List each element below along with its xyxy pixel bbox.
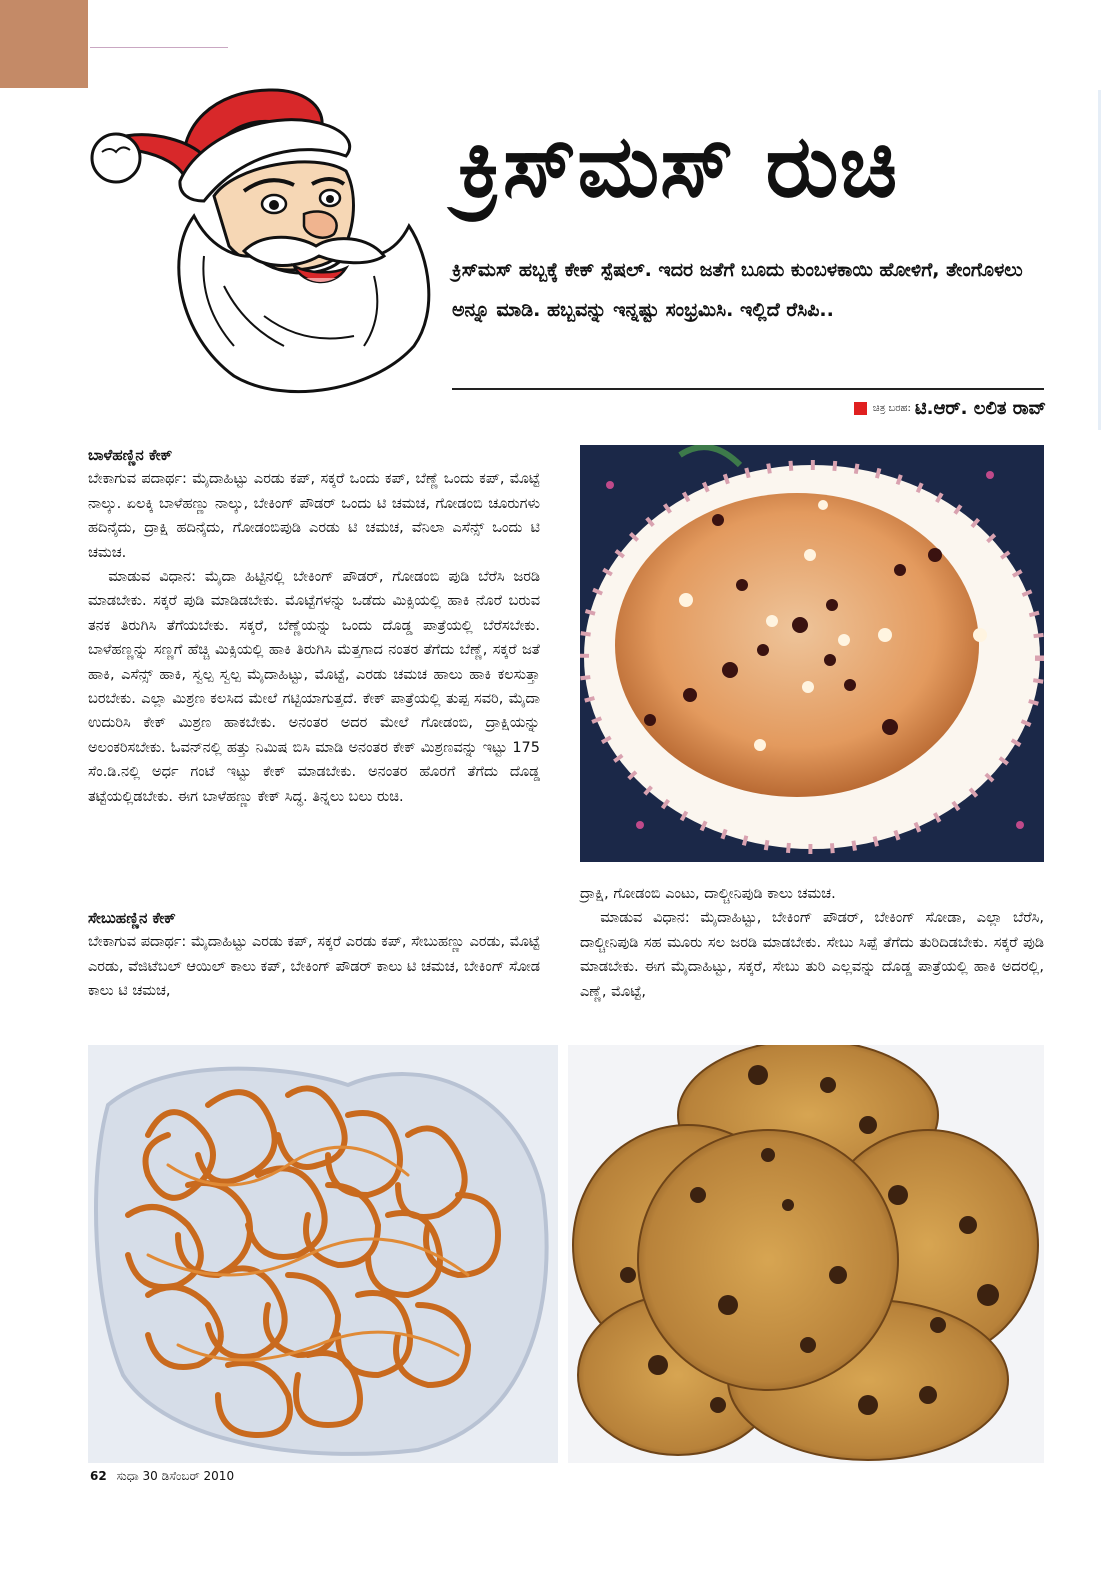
right-text-column [580, 882, 1044, 1004]
holige-photo [568, 1045, 1044, 1463]
intro-text: ಕ್ರಿಸ್‌ಮಸ್ ಹಬ್ಬಕ್ಕೆ ಕೇಕ್ ಸ್ಪೆಷಲ್. ಇದರ ಜತೆಗೆ ಬೂದು ಕುಂಬಳಕಾಯಿ ಹೋಳಿಗೆ, ತೇಂಗೊಳಲು ಅನ್ನೂ ಮಾಡಿ. ಹಬ್ಬವನ್ನು ಇನ್ನಷ್ಟು ಸಂಭ್ರಮಿಸಿ. ಇಲ್ಲಿದೆ ರೆಸಿಪಿ.. [452, 259, 1023, 321]
header-divider [452, 388, 1044, 390]
banana-cake-method: ಮಾಡುವ ವಿಧಾನ: ಮೈದಾ ಹಿಟ್ಟಿನಲ್ಲಿ ಬೇಕಿಂಗ್ ಪೌಡರ್, ಗೋಡಂಬಿ ಪುಡಿ ಬೆರೆಸಿ ಜರಡಿ ಮಾಡಬೇಕು. ಸಕ್ಕರೆ ಪುಡಿ ಮಾಡಿಡಬೇಕು. ಮೊಟ್ಟೆಗಳನ್ನು ಒಡೆದು ಮಿಕ್ಸಿಯಲ್ಲಿ ಹಾಕಿ ನೊರೆ ಬರುವ ತನಕ ತಿರುಗಿಸಿ ತೆಗೆಯಬೇಕು. ಸಕ್ಕರೆ, ಬೆಣ್ಣೆಯನ್ನು ಒಂದು ದೊಡ್ಡ ಪಾತ್ರೆಯಲ್ಲಿ ಬೆರೆಸಬೇಕು. ಬಾಳೆಹಣ್ಣನ್ನು ಸಣ್ಣಗೆ ಹೆಚ್ಚಿ ಮಿಕ್ಸಿಯಲ್ಲಿ ಹಾಕಿ ತಿರುಗಿಸಿ ಮೆತ್ತಗಾದ ನಂತರ ತೆಗೆದು ಬೆಣ್ಣೆ, ಸಕ್ಕರೆ ಜತೆ ಹಾಕಿ, ಎಸೆನ್ಸ್ ಹಾಕಿ, ಸ್ವಲ್ಪ ಸ್ವಲ್ಪ ಮೈದಾಹಿಟ್ಟು, ಮೊಟ್ಟೆ, ಎರಡು ಚಮಚ ಹಾಲು ಹಾಕಿ ಕಲಸುತ್ತಾ ಬರಬೇಕು. ಎಲ್ಲಾ ಮಿಶ್ರಣ ಕಲಸಿದ ಮೇಲೆ ಗಟ್ಟಿಯಾಗುತ್ತದೆ. ಕೇಕ್ ಪಾತ್ರೆಯಲ್ಲಿ ತುಪ್ಪ ಸವರಿ, ಮೈದಾ ಉದುರಿಸಿ ಕೇಕ್ ಮಿಶ್ರಣ ಹಾಕಬೇಕು. ಅನಂತರ ಅದರ ಮೇಲೆ ಗೋಡಂಬಿ, ದ್ರಾಕ್ಷಿಯನ್ನು ಅಲಂಕರಿಸಬೇಕು. ಓವನ್‌ನಲ್ಲಿ ಹತ್ತು ನಿಮಿಷ ಬಿಸಿ ಮಾಡಿ ಅನಂತರ ಕೇಕ್ ಮಿಶ್ರಣವನ್ನು ಇಟ್ಟು 175 ಸೆಂ.ಡಿ.ನಲ್ಲಿ ಅರ್ಧ ಗಂಟೆ ಇಟ್ಟು ಕೇಕ್ ಮಾಡಬೇಕು. ಅನಂತರ ಹೊರಗೆ ತೆಗೆದು ದೊಡ್ಡ ತಟ್ಟೆಯಲ್ಲಿಡಬೇಕು. ಈಗ ಬಾಳೆಹಣ್ಣು ಕೇಕ್ ಸಿದ್ಧ. ತಿನ್ನಲು ಬಲು ರುಚಿ. [88, 569, 540, 805]
page-footer [90, 1469, 234, 1484]
page-number: 62 [90, 1469, 107, 1483]
corner-color-block [0, 0, 88, 88]
byline-red-square [854, 402, 867, 415]
tengolalu-photo [88, 1045, 558, 1463]
apple-cake-ingredients: ಬೇಕಾಗುವ ಪದಾರ್ಥ: ಮೈದಾಹಿಟ್ಟು ಎರಡು ಕಪ್, ಸಕ್ಕರೆ ಎರಡು ಕಪ್, ಸೇಬುಹಣ್ಣು ಎರಡು, ಮೊಟ್ಟೆ ಎರಡು, ವೆಜಿಟೆಬಲ್ ಆಯಿಲ್ ಕಾಲು ಕಪ್, ಬೇಕಿಂಗ್ ಪೌಡರ್ ಕಾಲು ಟಿ ಚಮಚ, ಬೇಕಿಂಗ್ ಸೋಡ ಕಾಲು ಟಿ ಚಮಚ, [88, 934, 540, 1000]
page-title: ಕ್ರಿಸ್‌ಮಸ್ ರುಚಿ [458, 117, 899, 217]
byline-label: ಚಿತ್ರ ಬರಹ: [872, 403, 911, 414]
banana-cake-ingredients: ಬೇಕಾಗುವ ಪದಾರ್ಥ: ಮೈದಾಹಿಟ್ಟು ಎರಡು ಕಪ್, ಸಕ್ಕರೆ ಒಂದು ಕಪ್, ಬೆಣ್ಣೆ ಒಂದು ಕಪ್, ಮೊಟ್ಟೆ ನಾಲ್ಕು. ಏಲಕ್ಕಿ ಬಾಳೆಹಣ್ಣು ನಾಲ್ಕು, ಬೇಕಿಂಗ್ ಪೌಡರ್ ಒಂದು ಟಿ ಚಮಚ, ಗೋಡಂಬಿ ಚೂರುಗಳು ಹದಿನೈದು, ದ್ರಾಕ್ಷಿ ಹದಿನೈದು, ಗೋಡಂಬಿಪುಡಿ ಎರಡು ಟಿ ಚಮಚ, ವೆನಿಲಾ ಎಸೆನ್ಸ್ ಒಂದು ಟಿ ಚಮಚ. [88, 471, 540, 561]
apple-cake-heading: ಸೇಬುಹಣ್ಣಿನ ಕೇಕ್ [88, 909, 176, 927]
issue-date: 30 ಡಿಸೆಂಬರ್ 2010 [142, 1469, 235, 1483]
banana-cake-heading: ಬಾಳೆಹಣ್ಣಿನ ಕೇಕ್ [88, 446, 173, 464]
left-text-column [88, 443, 540, 809]
apple-cake-block [88, 906, 540, 1004]
santa-illustration [84, 86, 436, 402]
magazine-name: ಸುಧಾ [116, 1469, 139, 1483]
banana-cake-photo [580, 445, 1044, 862]
byline [786, 398, 1046, 424]
byline-author: ಟಿ.ಆರ್. ಲಲಿತ ರಾವ್ [914, 398, 1046, 419]
apple-cake-method: ಮಾಡುವ ವಿಧಾನ: ಮೈದಾಹಿಟ್ಟು, ಬೇಕಿಂಗ್ ಪೌಡರ್, ಬೇಕಿಂಗ್ ಸೋಡಾ, ಎಲ್ಲಾ ಬೆರೆಸಿ, ದಾಲ್ಚೀನಿಪುಡಿ ಸಹ ಮೂರು ಸಲ ಜರಡಿ ಮಾಡಬೇಕು. ಸೇಬು ಸಿಪ್ಪೆ ತೆಗೆದು ತುರಿದಿಡಬೇಕು. ಸಕ್ಕರೆ ಪುಡಿ ಮಾಡಬೇಕು. ಈಗ ಮೈದಾಹಿಟ್ಟು, ಸಕ್ಕರೆ, ಸೇಬು ತುರಿ ಎಲ್ಲವನ್ನು ದೊಡ್ಡ ಪಾತ್ರೆಯಲ್ಲಿ ಹಾಕಿ ಅದರಲ್ಲಿ, ಎಣ್ಣೆ, ಮೊಟ್ಟೆ, [580, 910, 1044, 1000]
page-edge-strip [1098, 90, 1101, 430]
apple-cake-ingredients-continued: ದ್ರಾಕ್ಷಿ, ಗೋಡಂಬಿ ಎಂಟು, ದಾಲ್ಚೀನಿಪುಡಿ ಕಾಲು ಚಮಚ. [580, 886, 836, 902]
top-decorative-rule [90, 47, 228, 48]
